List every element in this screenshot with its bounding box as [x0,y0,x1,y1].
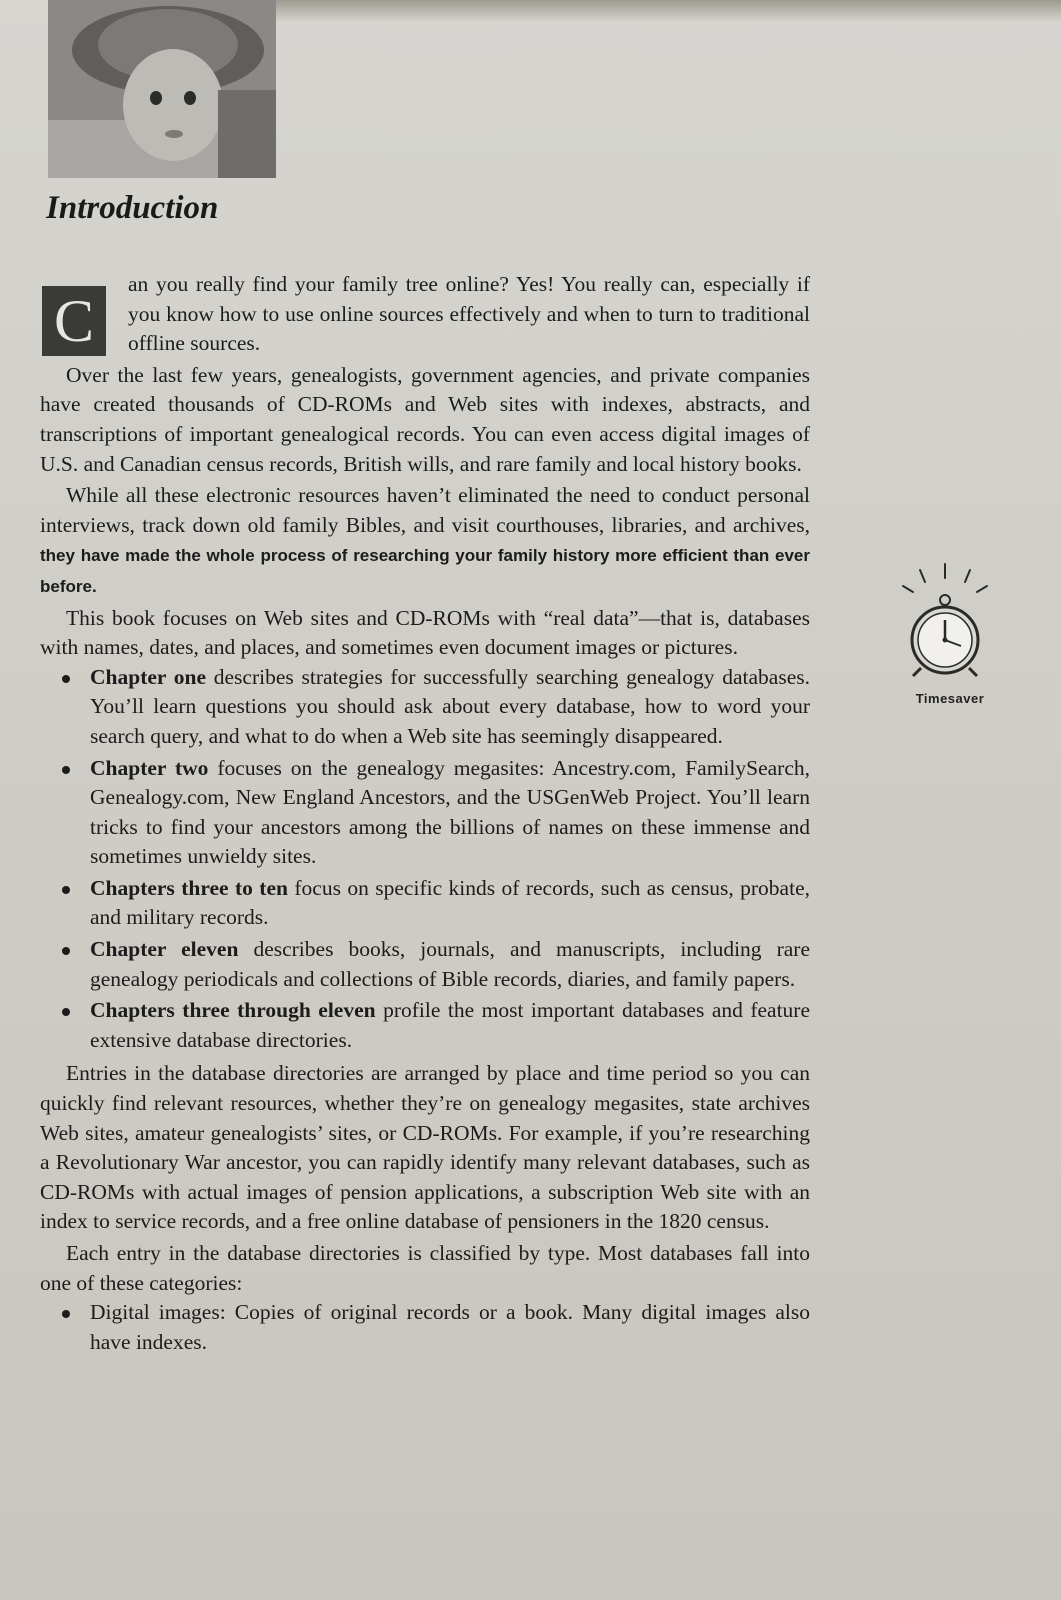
list-item [62,754,810,872]
list-item-text: describes books, journals, and manuscripts, including rare genealogy periodicals and collections of Bible records, diaries, and family papers. [90,937,810,991]
list-item-text: Digital images: Copies of original records or a book. Many digital images also have indexes. [90,1300,810,1354]
list-item-bold: Chapters three to ten [90,875,288,900]
list-item-text: profile the most important databases and feature extensive database directories. [90,998,811,1052]
list-item-bold: Chapter two [90,755,209,780]
bullet-icon [62,947,70,955]
bullet-icon [62,766,70,774]
body-text [40,270,810,1359]
paragraph-resources [40,479,810,601]
bullet-icon [62,1310,70,1318]
child-photo-illustration [48,0,276,178]
paragraph-classification: Each entry in the database directories is classified by type. Most databases fall into one of these categories: [40,1241,810,1295]
chapter-list [40,663,810,1056]
list-item-bold: Chapters three through eleven [90,998,376,1023]
list-item-bold: Chapter one [90,664,207,689]
list-item-text: focus on specific kinds of records, such as census, probate, and military records. [90,875,810,930]
list-item-text: focuses on the genealogy megasites: Ancestry.com, FamilySearch, Genealogy.com, New England Ancestors, and the USGenWeb Project. You’ll learn tricks to find your ancestors among the billions of names on these immense and sometimes unwieldy sites. [90,755,810,869]
timesaver-sidebar [895,560,1005,706]
list-item [62,874,810,933]
child-photo [48,0,276,178]
bullet-icon [62,886,70,894]
list-item [62,1298,810,1357]
bullet-icon [62,675,70,683]
list-item [62,663,810,752]
alarm-clock-icon [895,560,1005,680]
list-item-text: describes strategies for successfully searching genealogy databases. You’ll learn questions you should ask about every database, how to word your search query, and what to do when a Web site has seemingly disappeared. [90,664,810,748]
lead-paragraph [40,270,810,359]
paragraph-book-focus: This book focuses on Web sites and CD-ROMs with “real data”—that is, databases with names, dates, and places, and sometimes even document images or pictures. [40,605,810,660]
bullet-icon [62,1008,70,1016]
timesaver-label: Timesaver [915,691,985,706]
list-item-bold: Chapter eleven [90,937,239,962]
paragraph-resources-serif: While all these electronic resources haven’t eliminated the need to conduct personal interviews, track down old family Bibles, and visit courthouses, libraries, and archives, [40,483,810,537]
page-top-shadow [260,0,1061,22]
page-title: Introduction [46,190,219,226]
lead-text: an you really find your family tree online? Yes! You really can, especially if you know how to use online sources effectively and when to turn to traditional offline sources. [128,272,810,356]
category-list [40,1298,810,1357]
paragraph-resources-sans: they have made the whole process of researching your family history more efficient than ever before. [40,546,810,596]
list-item [62,935,810,994]
paragraph-electronic-records: Over the last few years, genealogists, government agencies, and private companies have created thousands of CD-ROMs and Web sites with indexes, abstracts, and transcriptions of important genealogical records. You can even access digital images of U.S. and Canadian census records, British wills, and rare family and local history books. [40,362,810,476]
paragraph-directories: Entries in the database directories are arranged by place and time period so you can quickly find relevant resources, whether they’re on genealogy megasites, state archives Web sites, amateur genealogists’ sites, or CD-ROMs. For example, if you’re researching a Revolutionary War ancestor, you can rapidly identify many relevant databases, such as CD-ROMs with actual images of pension applications, a subscription Web site with an index to service records, and a free online database of pensioners in the 1820 census. [40,1061,810,1234]
list-item [62,996,810,1055]
drop-cap: C [42,286,106,356]
